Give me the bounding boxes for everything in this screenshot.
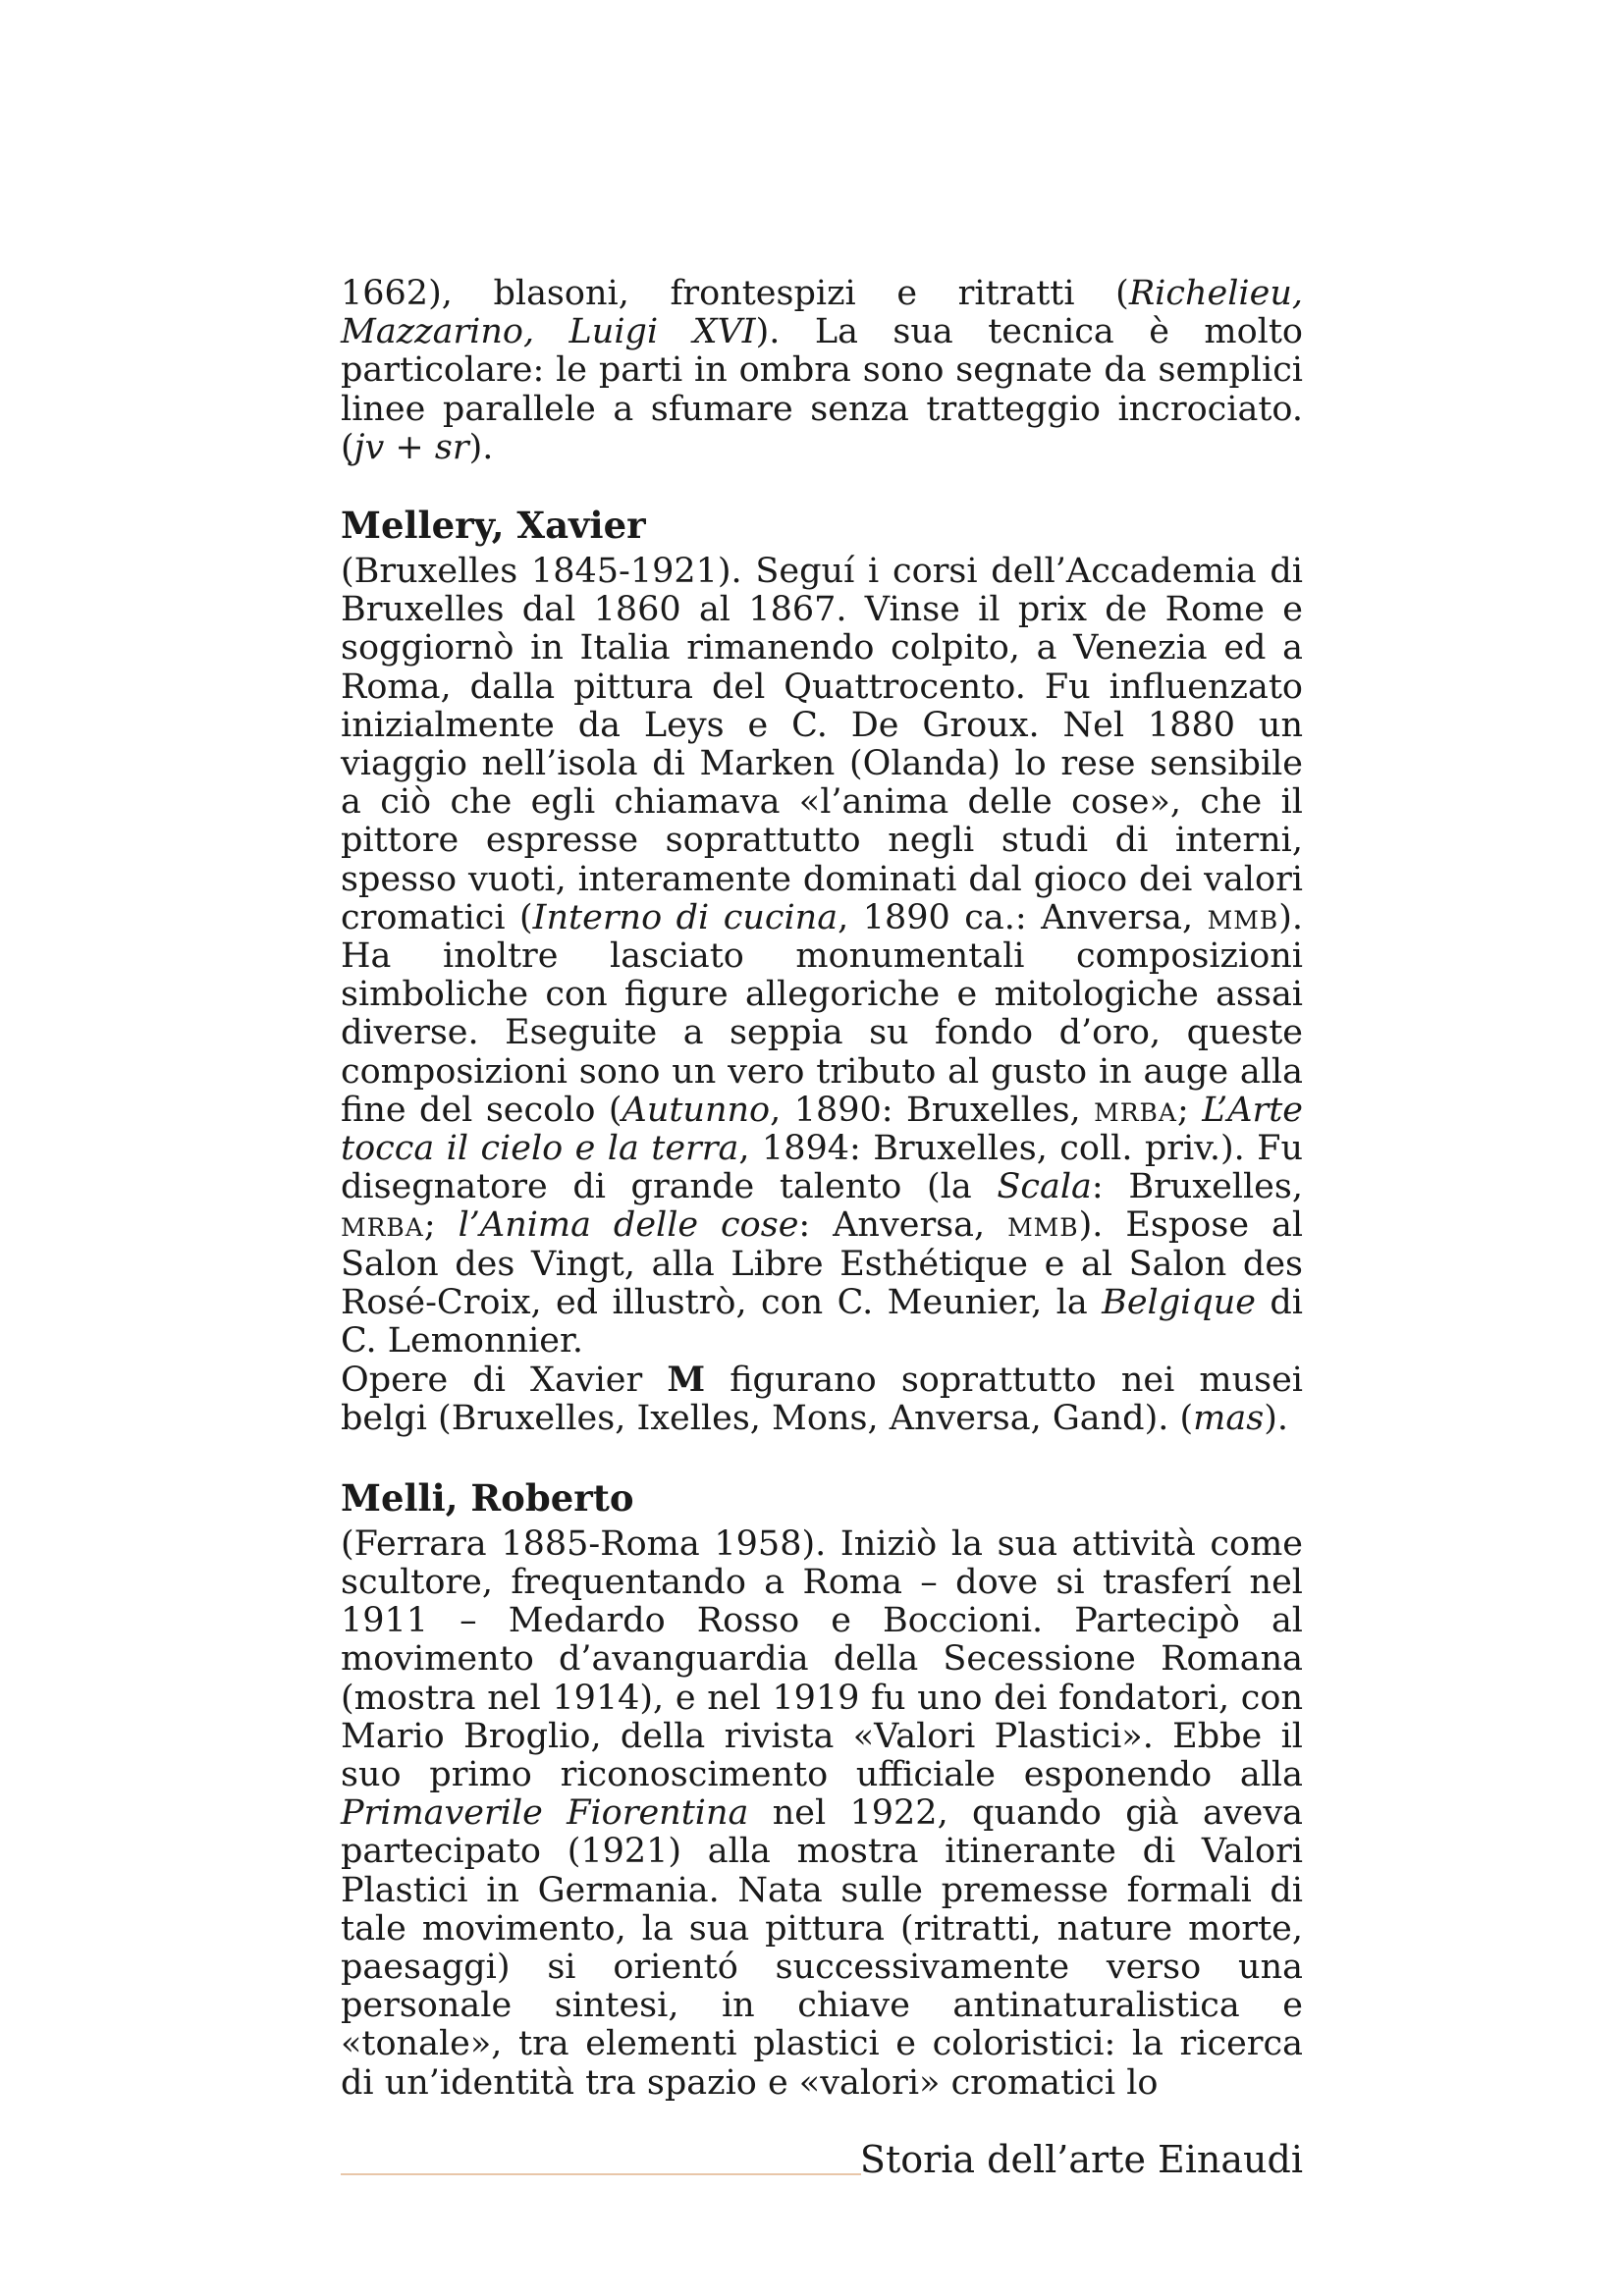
text-column	[341, 275, 1303, 2103]
mellery-abbrev-4: mmb	[1007, 1205, 1079, 1246]
mellery-text-4: , 1890: Bruxelles,	[770, 1090, 1095, 1130]
mellery-text-7: : Bruxelles,	[1091, 1167, 1303, 1207]
melli-text-1: (Ferrara 1885-Roma 1958). Iniziò la sua attività come scultore, frequentando a Roma – dove si trasferí nel 1911 – Medardo Rosso e Boccioni. Partecipò al movimento d’avanguardia della Secessione Romana (mostra nel 1914), e nel 1919 fu uno dei fondatori, con Mario Broglio, della rivista «Valori Plastici». Ebbe il suo primo riconoscimento ufficiale esponendo alla	[341, 1523, 1303, 1794]
melli-text-2: nel 1922, quando già aveva partecipato (1921) alla mostra itinerante di Valori Plastici in Germania. Nata sulle premesse formali di tale movimento, la sua pittura (ritratti, nature morte, paesaggi) si orientó successivamente verso una personale sintesi, in chiave antinaturalistica e «tonale», tra elementi plastici e coloristici: la ricerca di un’identità tra spazio e «valori» cromatici lo	[341, 1793, 1303, 2103]
mellery-text-11: di C. Lemonnier.	[341, 1282, 1303, 1362]
mellery-p2-bold-initial: M	[667, 1360, 706, 1401]
mellery-italic-6: Belgique	[1102, 1282, 1256, 1322]
mellery-p2-text-3: ).	[1264, 1399, 1288, 1439]
mellery-text-10: ). Espose al Salon des Vingt, alla Libre Esthétique e al Salon des Rosé-Croix, ed illustrò, con C. Meunier, la	[341, 1205, 1304, 1322]
mellery-abbrev-2: mrba	[1094, 1090, 1177, 1130]
mellery-author-initials: mas	[1193, 1399, 1265, 1439]
mellery-italic-4: Scala	[997, 1167, 1092, 1207]
melli-italic-1: Primaverile Fiorentina	[341, 1793, 749, 1834]
melli-paragraph-1	[341, 1525, 1303, 2103]
intro-author-initials: jv + sr	[353, 427, 469, 467]
intro-italic-1: Richelieu, Mazzarino, Luigi XVI	[341, 274, 1303, 352]
mellery-text-2: , 1890 ca.: Anversa,	[838, 897, 1208, 937]
entry-heading-melli: Melli, Roberto	[341, 1475, 634, 1520]
footer-publisher-label: Storia dell’arte Einaudi	[859, 2138, 1303, 2181]
mellery-text-6: , 1894: Bruxelles, coll. priv.). Fu disegnatore di grande talento (la	[341, 1129, 1303, 1207]
mellery-text-9: : Anversa,	[798, 1205, 1008, 1246]
mellery-italic-2: Autunno	[622, 1090, 771, 1130]
mellery-text-3: ). Ha inoltre lasciato monumentali composizioni simboliche con figure allegoriche e mitologiche assai diverse. Eseguite a seppia su fondo d’oro, queste composizioni sono un vero tributo al gusto in auge alla fine del secolo (	[341, 897, 1304, 1130]
mellery-text-8: ;	[423, 1205, 459, 1246]
mellery-abbrev-1: mmb	[1207, 897, 1279, 937]
mellery-italic-3: L’Arte tocca il cielo e la terra	[341, 1090, 1303, 1169]
footer-rule	[341, 2173, 861, 2175]
intro-text-3: ).	[468, 427, 494, 467]
page-footer	[341, 2135, 1303, 2184]
mellery-text-5: ;	[1176, 1090, 1203, 1130]
mellery-paragraph-1	[341, 553, 1303, 1361]
mellery-text-1: (Bruxelles 1845-1921). Seguí i corsi dell’Accademia di Bruxelles dal 1860 al 1867. Vinse il prix de Rome e soggiornò in Italia rimanendo colpito, a Venezia ed a Roma, dalla pittura del Quattrocento. Fu influenzato inizialmente da Leys e C. De Groux. Nel 1880 un viaggio nell’isola di Marken (Olanda) lo rese sensibile a ciò che egli chiamava «l’anima delle cose», che il pittore espresse soprattutto negli studi di interni, spesso vuoti, interamente dominati dal gioco dei valori cromatici (	[341, 552, 1303, 937]
intro-text-1: 1662), blasoni, frontespizi e ritratti (	[341, 274, 1129, 313]
mellery-italic-5: l’Anima delle cose	[458, 1205, 799, 1246]
mellery-italic-1: Interno di cucina	[532, 897, 839, 937]
mellery-abbrev-3: mrba	[341, 1205, 424, 1246]
entry-heading-mellery: Mellery, Xavier	[341, 504, 646, 548]
intro-text-2: ). La sua tecnica è molto particolare: le parti in ombra sono segnate da semplici linee parallele a sfumare senza tratteggio incrociato. (	[341, 312, 1303, 467]
mellery-paragraph-2	[341, 1361, 1303, 1438]
mellery-p2-text-1: Opere di Xavier	[341, 1361, 668, 1401]
mellery-p2-text-2: figurano soprattutto nei musei belgi (Bruxelles, Ixelles, Mons, Anversa, Gand). (	[341, 1361, 1303, 1439]
intro-paragraph	[341, 275, 1303, 467]
